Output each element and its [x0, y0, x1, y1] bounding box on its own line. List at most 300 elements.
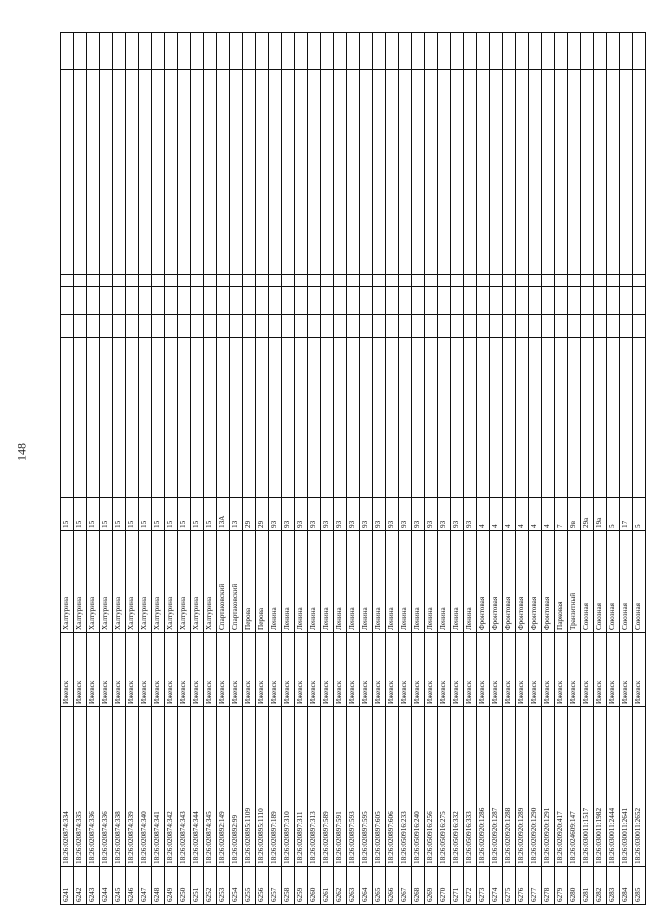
empty-cell	[386, 275, 399, 287]
empty-cell	[425, 338, 438, 498]
city-cell: Ижевск	[412, 633, 425, 707]
house-number-cell: 9в	[568, 498, 581, 531]
cadastral-number-cell: 18:26:020920:1291	[542, 707, 555, 867]
street-cell: Халтурина	[126, 531, 139, 633]
empty-cell	[74, 315, 87, 338]
row-number-cell: 6265	[373, 867, 386, 905]
empty-cell	[334, 275, 347, 287]
street-cell: Ленина	[438, 531, 451, 633]
city-cell: Ижевск	[555, 633, 568, 707]
registry-table	[60, 32, 646, 905]
table-row	[321, 33, 334, 905]
empty-cell	[74, 287, 87, 315]
empty-cell	[477, 275, 490, 287]
cadastral-number-cell: 18:26:020874:334	[61, 707, 74, 867]
empty-cell	[373, 338, 386, 498]
empty-cell	[594, 315, 607, 338]
house-number-cell: 93	[412, 498, 425, 531]
row-number-cell: 6275	[503, 867, 516, 905]
street-cell: Ленина	[464, 531, 477, 633]
row-number-cell: 6258	[282, 867, 295, 905]
house-number-cell: 13	[230, 498, 243, 531]
empty-cell	[282, 275, 295, 287]
cadastral-number-cell: 18:26:020920:1287	[490, 707, 503, 867]
cadastral-number-cell: 18:26:020874:345	[204, 707, 217, 867]
empty-cell	[529, 275, 542, 287]
street-cell: Ленина	[425, 531, 438, 633]
row-number-cell: 6246	[126, 867, 139, 905]
empty-cell	[126, 287, 139, 315]
empty-cell	[490, 70, 503, 275]
empty-cell	[61, 338, 74, 498]
row-number-cell: 6272	[464, 867, 477, 905]
empty-cell	[516, 33, 529, 70]
row-number-cell: 6279	[555, 867, 568, 905]
cadastral-number-cell: 18:26:050916:275	[438, 707, 451, 867]
house-number-cell: 4	[529, 498, 542, 531]
empty-cell	[399, 287, 412, 315]
empty-cell	[503, 33, 516, 70]
empty-cell	[373, 275, 386, 287]
city-cell: Ижевск	[503, 633, 516, 707]
empty-cell	[360, 275, 373, 287]
street-cell: Халтурина	[165, 531, 178, 633]
table-row	[152, 33, 165, 905]
empty-cell	[282, 33, 295, 70]
street-cell: Ленина	[399, 531, 412, 633]
rotated-table-container	[60, 33, 643, 905]
city-cell: Ижевск	[204, 633, 217, 707]
empty-cell	[373, 70, 386, 275]
table-row	[139, 33, 152, 905]
street-cell: Халтурина	[178, 531, 191, 633]
empty-cell	[87, 315, 100, 338]
row-number-cell: 6251	[191, 867, 204, 905]
house-number-cell: 15	[178, 498, 191, 531]
document-table-area	[60, 33, 643, 905]
empty-cell	[633, 338, 646, 498]
empty-cell	[477, 33, 490, 70]
house-number-cell: 15	[100, 498, 113, 531]
empty-cell	[438, 338, 451, 498]
house-number-cell: 7	[555, 498, 568, 531]
empty-cell	[126, 275, 139, 287]
street-cell: Халтурина	[152, 531, 165, 633]
empty-cell	[126, 315, 139, 338]
empty-cell	[594, 70, 607, 275]
empty-cell	[360, 315, 373, 338]
city-cell: Ижевск	[308, 633, 321, 707]
empty-cell	[230, 275, 243, 287]
empty-cell	[243, 70, 256, 275]
cadastral-number-cell: 18:26:050916:233	[399, 707, 412, 867]
street-cell: Ленина	[373, 531, 386, 633]
row-number-cell: 6264	[360, 867, 373, 905]
cadastral-number-cell: 18:26:020874:344	[191, 707, 204, 867]
city-cell: Ижевск	[516, 633, 529, 707]
street-cell: Союзная	[581, 531, 594, 633]
empty-cell	[490, 33, 503, 70]
city-cell: Ижевск	[399, 633, 412, 707]
cadastral-number-cell: 18:26:030011:1517	[581, 707, 594, 867]
empty-cell	[464, 70, 477, 275]
city-cell: Ижевск	[152, 633, 165, 707]
city-cell: Ижевск	[191, 633, 204, 707]
empty-cell	[269, 287, 282, 315]
row-number-cell: 6263	[347, 867, 360, 905]
empty-cell	[100, 338, 113, 498]
table-row	[620, 33, 633, 905]
empty-cell	[425, 287, 438, 315]
row-number-cell: 6241	[61, 867, 74, 905]
city-cell: Ижевск	[100, 633, 113, 707]
street-cell: Халтурина	[139, 531, 152, 633]
cadastral-number-cell: 18:26:020897:310	[282, 707, 295, 867]
row-number-cell: 6248	[152, 867, 165, 905]
street-cell: Парковая	[555, 531, 568, 633]
row-number-cell: 6247	[139, 867, 152, 905]
empty-cell	[282, 338, 295, 498]
cadastral-number-cell: 18:26:020920:417	[555, 707, 568, 867]
empty-cell	[477, 70, 490, 275]
row-number-cell: 6278	[542, 867, 555, 905]
empty-cell	[412, 33, 425, 70]
table-row	[386, 33, 399, 905]
empty-cell	[425, 315, 438, 338]
empty-cell	[542, 33, 555, 70]
house-number-cell: 29	[256, 498, 269, 531]
empty-cell	[503, 315, 516, 338]
street-cell: Ленина	[451, 531, 464, 633]
empty-cell	[464, 275, 477, 287]
empty-cell	[243, 33, 256, 70]
empty-cell	[555, 70, 568, 275]
street-cell: Фронтовая	[542, 531, 555, 633]
empty-cell	[529, 33, 542, 70]
city-cell: Ижевск	[464, 633, 477, 707]
cadastral-number-cell: 18:26:020897:593	[347, 707, 360, 867]
empty-cell	[126, 338, 139, 498]
empty-cell	[191, 287, 204, 315]
table-row	[555, 33, 568, 905]
street-cell: Халтурина	[61, 531, 74, 633]
empty-cell	[321, 315, 334, 338]
empty-cell	[347, 315, 360, 338]
house-number-cell: 15	[204, 498, 217, 531]
table-row	[74, 33, 87, 905]
table-row	[607, 33, 620, 905]
empty-cell	[438, 33, 451, 70]
empty-cell	[451, 338, 464, 498]
empty-cell	[113, 315, 126, 338]
table-row	[438, 33, 451, 905]
empty-cell	[386, 287, 399, 315]
table-row	[347, 33, 360, 905]
city-cell: Ижевск	[477, 633, 490, 707]
table-row	[503, 33, 516, 905]
empty-cell	[308, 315, 321, 338]
table-row	[477, 33, 490, 905]
row-number-cell: 6253	[217, 867, 230, 905]
cadastral-number-cell: 18:26:020874:339	[126, 707, 139, 867]
empty-cell	[204, 70, 217, 275]
city-cell: Ижевск	[139, 633, 152, 707]
empty-cell	[178, 338, 191, 498]
empty-cell	[334, 315, 347, 338]
empty-cell	[438, 275, 451, 287]
house-number-cell: 15	[61, 498, 74, 531]
empty-cell	[360, 338, 373, 498]
empty-cell	[334, 338, 347, 498]
empty-cell	[230, 33, 243, 70]
empty-cell	[412, 315, 425, 338]
empty-cell	[503, 338, 516, 498]
house-number-cell: 15	[126, 498, 139, 531]
empty-cell	[139, 70, 152, 275]
empty-cell	[217, 70, 230, 275]
street-cell: Фронтовая	[529, 531, 542, 633]
empty-cell	[165, 33, 178, 70]
cadastral-number-cell: 18:26:050916:240	[412, 707, 425, 867]
row-number-cell: 6276	[516, 867, 529, 905]
empty-cell	[204, 287, 217, 315]
empty-cell	[308, 287, 321, 315]
table-row	[464, 33, 477, 905]
empty-cell	[152, 33, 165, 70]
empty-cell	[295, 70, 308, 275]
city-cell: Ижевск	[594, 633, 607, 707]
empty-cell	[607, 275, 620, 287]
city-cell: Ижевск	[243, 633, 256, 707]
empty-cell	[464, 338, 477, 498]
cadastral-number-cell: 18:26:020895:1109	[243, 707, 256, 867]
empty-cell	[503, 275, 516, 287]
empty-cell	[256, 275, 269, 287]
empty-cell	[230, 287, 243, 315]
street-cell: Ленина	[308, 531, 321, 633]
empty-cell	[438, 287, 451, 315]
row-number-cell: 6277	[529, 867, 542, 905]
row-number-cell: 6254	[230, 867, 243, 905]
empty-cell	[126, 33, 139, 70]
empty-cell	[217, 33, 230, 70]
empty-cell	[399, 33, 412, 70]
empty-cell	[321, 275, 334, 287]
empty-cell	[178, 287, 191, 315]
row-number-cell: 6269	[425, 867, 438, 905]
empty-cell	[529, 287, 542, 315]
empty-cell	[451, 287, 464, 315]
city-cell: Ижевск	[438, 633, 451, 707]
cadastral-number-cell: 18:26:024609:147	[568, 707, 581, 867]
row-number-cell: 6260	[308, 867, 321, 905]
street-cell: Халтурина	[100, 531, 113, 633]
empty-cell	[178, 315, 191, 338]
empty-cell	[295, 315, 308, 338]
cadastral-number-cell: 18:26:020920:1288	[503, 707, 516, 867]
empty-cell	[74, 33, 87, 70]
row-number-cell: 6243	[87, 867, 100, 905]
cadastral-number-cell: 18:26:030011:2444	[607, 707, 620, 867]
empty-cell	[425, 70, 438, 275]
street-cell: Халтурина	[113, 531, 126, 633]
house-number-cell: 4	[477, 498, 490, 531]
empty-cell	[191, 275, 204, 287]
empty-cell	[347, 338, 360, 498]
cadastral-number-cell: 18:26:020920:1290	[529, 707, 542, 867]
empty-cell	[256, 338, 269, 498]
table-row	[490, 33, 503, 905]
table-row	[425, 33, 438, 905]
cadastral-number-cell: 18:26:020897:313	[308, 707, 321, 867]
house-number-cell: 4	[490, 498, 503, 531]
empty-cell	[633, 275, 646, 287]
table-row	[217, 33, 230, 905]
city-cell: Ижевск	[74, 633, 87, 707]
empty-cell	[594, 33, 607, 70]
table-row	[204, 33, 217, 905]
house-number-cell: 4	[516, 498, 529, 531]
empty-cell	[61, 315, 74, 338]
empty-cell	[113, 70, 126, 275]
empty-cell	[438, 70, 451, 275]
empty-cell	[399, 338, 412, 498]
empty-cell	[542, 287, 555, 315]
empty-cell	[269, 70, 282, 275]
table-row	[399, 33, 412, 905]
empty-cell	[581, 287, 594, 315]
empty-cell	[581, 33, 594, 70]
street-cell: Халтурина	[191, 531, 204, 633]
city-cell: Ижевск	[633, 633, 646, 707]
empty-cell	[334, 287, 347, 315]
empty-cell	[295, 338, 308, 498]
table-row	[165, 33, 178, 905]
table-row	[308, 33, 321, 905]
row-number-cell: 6280	[568, 867, 581, 905]
empty-cell	[204, 33, 217, 70]
empty-cell	[542, 338, 555, 498]
empty-cell	[620, 338, 633, 498]
row-number-cell: 6284	[620, 867, 633, 905]
cadastral-number-cell: 18:26:050916:256	[425, 707, 438, 867]
empty-cell	[87, 338, 100, 498]
empty-cell	[412, 70, 425, 275]
empty-cell	[620, 275, 633, 287]
empty-cell	[269, 33, 282, 70]
table-row	[282, 33, 295, 905]
empty-cell	[87, 33, 100, 70]
empty-cell	[347, 275, 360, 287]
row-number-cell: 6249	[165, 867, 178, 905]
empty-cell	[373, 287, 386, 315]
house-number-cell: 4	[542, 498, 555, 531]
empty-cell	[594, 287, 607, 315]
empty-cell	[464, 33, 477, 70]
house-number-cell: 93	[464, 498, 477, 531]
house-number-cell: 93	[425, 498, 438, 531]
empty-cell	[269, 275, 282, 287]
empty-cell	[61, 70, 74, 275]
table-row	[256, 33, 269, 905]
cadastral-number-cell: 18:26:020874:336	[100, 707, 113, 867]
table-row	[295, 33, 308, 905]
empty-cell	[620, 315, 633, 338]
empty-cell	[282, 315, 295, 338]
empty-cell	[620, 70, 633, 275]
street-cell: Фронтовая	[490, 531, 503, 633]
empty-cell	[555, 33, 568, 70]
empty-cell	[464, 315, 477, 338]
empty-cell	[542, 275, 555, 287]
empty-cell	[139, 275, 152, 287]
empty-cell	[542, 315, 555, 338]
empty-cell	[282, 287, 295, 315]
empty-cell	[360, 287, 373, 315]
cadastral-number-cell: 18:26:020897:605	[373, 707, 386, 867]
empty-cell	[61, 287, 74, 315]
empty-cell	[87, 70, 100, 275]
cadastral-number-cell: 18:26:020897:589	[321, 707, 334, 867]
house-number-cell: 13А	[217, 498, 230, 531]
empty-cell	[139, 287, 152, 315]
empty-cell	[191, 33, 204, 70]
street-cell: Спартаковский	[230, 531, 243, 633]
row-number-cell: 6268	[412, 867, 425, 905]
table-row	[126, 33, 139, 905]
cadastral-number-cell: 18:26:020920:1286	[477, 707, 490, 867]
empty-cell	[165, 287, 178, 315]
street-cell: Фронтовая	[477, 531, 490, 633]
row-number-cell: 6271	[451, 867, 464, 905]
table-row	[412, 33, 425, 905]
city-cell: Ижевск	[321, 633, 334, 707]
empty-cell	[503, 70, 516, 275]
empty-cell	[633, 287, 646, 315]
empty-cell	[282, 70, 295, 275]
empty-cell	[399, 70, 412, 275]
city-cell: Ижевск	[282, 633, 295, 707]
table-row	[113, 33, 126, 905]
street-cell: Ленина	[321, 531, 334, 633]
cadastral-number-cell: 18:26:020892:149	[217, 707, 230, 867]
empty-cell	[139, 315, 152, 338]
empty-cell	[555, 315, 568, 338]
street-cell: Перова	[256, 531, 269, 633]
city-cell: Ижевск	[386, 633, 399, 707]
city-cell: Ижевск	[126, 633, 139, 707]
empty-cell	[568, 275, 581, 287]
city-cell: Ижевск	[295, 633, 308, 707]
table-row	[334, 33, 347, 905]
table-row	[594, 33, 607, 905]
table-row	[633, 33, 646, 905]
cadastral-number-cell: 18:26:020874:340	[139, 707, 152, 867]
city-cell: Ижевск	[607, 633, 620, 707]
empty-cell	[308, 70, 321, 275]
house-number-cell: 5	[633, 498, 646, 531]
empty-cell	[74, 275, 87, 287]
table-row	[87, 33, 100, 905]
empty-cell	[386, 315, 399, 338]
empty-cell	[87, 287, 100, 315]
city-cell: Ижевск	[256, 633, 269, 707]
empty-cell	[87, 275, 100, 287]
house-number-cell: 93	[360, 498, 373, 531]
table-row	[451, 33, 464, 905]
row-number-cell: 6267	[399, 867, 412, 905]
empty-cell	[555, 338, 568, 498]
